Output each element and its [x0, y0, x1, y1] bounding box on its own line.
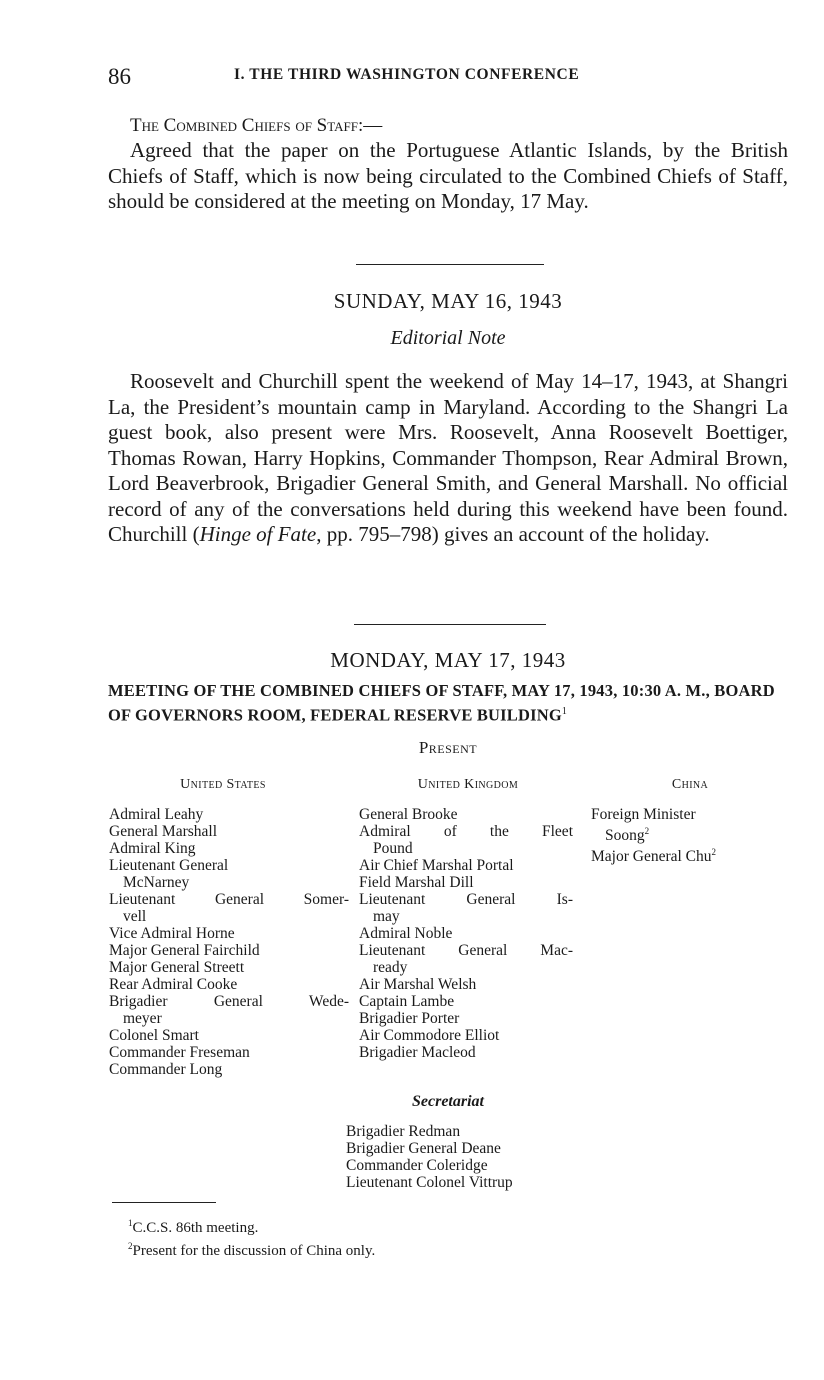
- attendee-name: vell: [123, 908, 147, 925]
- footnotes: [128, 1214, 375, 1260]
- attendee-name: Commander Freseman: [109, 1044, 250, 1061]
- uk-column-heading: United Kingdom: [417, 777, 519, 792]
- attendee-line: [359, 891, 573, 908]
- us-column-heading: United States: [180, 777, 266, 792]
- footnote-mark: 2: [128, 1241, 133, 1251]
- attendee-line: [359, 925, 573, 942]
- attendee-line: [109, 874, 349, 891]
- attendee-name: General Marshall: [109, 823, 218, 840]
- attendee-line: [109, 840, 349, 857]
- uk-attendee-list: [359, 806, 573, 1061]
- attendee-name: Admiral King: [109, 840, 196, 857]
- attendee-line: [109, 908, 349, 925]
- editorial-text-part1: Roosevelt and Churchill spent the weekend of May 14–17, 1943, at Shangri La, the President’s mountain camp in Maryland. According to the Shangri La guest book, also present were Mrs. Roosevelt, Anna Roosevelt Boettiger, Thomas Rowan, Harry Hopkins, Commander Thompson, Rear Admiral Brown, Lord Beaverbrook, Brigadier General Smith, and General Marshall. No official record of any of the conversations held during this weekend have been found. Churchill (: [108, 369, 788, 546]
- attendee-name: Lieutenant General: [109, 857, 229, 874]
- attendee-name: Colonel Smart: [109, 1027, 199, 1044]
- secretariat-member: Brigadier General Deane: [346, 1140, 501, 1157]
- ccs-agreement-paragraph: Agreed that the paper on the Portuguese Atlantic Islands, by the British Chiefs of Staff, which is now being circulated to the Combined Chiefs of Staff, should be considered at the meeting on Monday, 17 May.: [108, 138, 788, 213]
- attendee-name: Brigadier Porter: [359, 1010, 460, 1027]
- attendee-line: [109, 1010, 349, 1027]
- section-divider: [356, 264, 544, 265]
- attendee-name: ready: [373, 959, 408, 976]
- footnote-text: C.C.S. 86th meeting.: [132, 1220, 259, 1236]
- attendee-name: Field Marshal Dill: [359, 874, 474, 891]
- attendee-line: [109, 976, 349, 993]
- footnote-ref: 1: [561, 706, 568, 717]
- attendee-name: Major General Chu: [591, 848, 712, 866]
- attendee-line: [109, 993, 349, 1010]
- attendee-line: [359, 993, 573, 1010]
- attendee-name: Commander Long: [109, 1061, 223, 1078]
- attendee-name: Lieutenant General Mac-: [359, 942, 573, 959]
- ccs-intro: The Combined Chiefs of Staff:—: [130, 115, 383, 136]
- attendee-line: [359, 1010, 573, 1027]
- sunday-date-heading: SUNDAY, MAY 16, 1943: [333, 289, 563, 313]
- attendee-name: Brigadier General Wede-: [109, 993, 349, 1010]
- attendee-name: Admiral Noble: [359, 925, 453, 942]
- china-attendee-list: [591, 806, 791, 865]
- attendee-line: [359, 1027, 573, 1044]
- secretariat-member: Commander Coleridge: [346, 1157, 488, 1174]
- attendee-name: Foreign Minister: [591, 806, 696, 823]
- attendee-line: [359, 857, 573, 874]
- attendee-name: Brigadier Macleod: [359, 1044, 476, 1061]
- attendee-line: [359, 823, 573, 840]
- attendee-name: Major General Streett: [109, 959, 245, 976]
- attendee-name: Lieutenant General Somer-: [109, 891, 349, 908]
- attendee-name: Soong: [605, 827, 645, 845]
- editorial-text-part2: , pp. 795–798) gives an account of the holiday.: [316, 522, 710, 546]
- attendee-name: Air Marshal Welsh: [359, 976, 477, 993]
- footnote-mark: 1: [128, 1218, 133, 1228]
- attendee-name: Air Chief Marshal Portal: [359, 857, 514, 874]
- attendee-line: [109, 891, 349, 908]
- attendee-name: Admiral Leahy: [109, 806, 204, 823]
- attendee-line: [359, 976, 573, 993]
- attendee-name: Admiral of the Fleet: [359, 823, 573, 840]
- attendee-line: [109, 959, 349, 976]
- attendee-line: [109, 1061, 349, 1078]
- us-attendee-list: [109, 806, 349, 1078]
- attendee-name: Pound: [373, 840, 413, 857]
- attendee-line: [591, 844, 791, 865]
- attendee-line: [359, 942, 573, 959]
- footnote: [128, 1214, 375, 1237]
- secretariat-list: [346, 1123, 513, 1191]
- secretariat-heading: Secretariat: [412, 1093, 484, 1110]
- attendee-name: Captain Lambe: [359, 993, 455, 1010]
- attendee-name: Major General Fairchild: [109, 942, 260, 959]
- attendee-line: [109, 1027, 349, 1044]
- attendee-name: meyer: [123, 1010, 162, 1027]
- editorial-note-paragraph: [108, 369, 788, 548]
- attendee-name: may: [373, 908, 400, 925]
- meeting-title: [108, 680, 790, 726]
- secretariat-member: Brigadier Redman: [346, 1123, 461, 1140]
- attendee-name: Lieutenant General Is-: [359, 891, 573, 908]
- attendee-name: Rear Admiral Cooke: [109, 976, 238, 993]
- attendee-line: [109, 942, 349, 959]
- present-heading: Present: [418, 738, 478, 757]
- attendee-line: [109, 1044, 349, 1061]
- footnote-text: Present for the discussion of China only.: [132, 1243, 376, 1259]
- attendee-line: [359, 1044, 573, 1061]
- page-header: [108, 64, 788, 94]
- page-number: 86: [108, 64, 131, 89]
- attendee-name: General Brooke: [359, 806, 458, 823]
- attendee-line: [109, 857, 349, 874]
- attendee-line: [359, 908, 573, 925]
- monday-date-heading: MONDAY, MAY 17, 1943: [330, 648, 566, 672]
- attendee-line: [359, 959, 573, 976]
- secretariat-member: Lieutenant Colonel Vittrup: [346, 1174, 513, 1191]
- attendee-line: [591, 806, 791, 823]
- china-column-heading: China: [671, 777, 709, 792]
- footnote: [128, 1237, 375, 1260]
- attendee-name: McNarney: [123, 874, 190, 891]
- editorial-note-heading: Editorial Note: [390, 327, 506, 349]
- attendee-name: Vice Admiral Horne: [109, 925, 235, 942]
- attendee-line: [359, 840, 573, 857]
- running-title: I. THE THIRD WASHINGTON CONFERENCE: [234, 66, 580, 83]
- attendee-line: [359, 874, 573, 891]
- book-title: Hinge of Fate: [199, 522, 317, 546]
- attendee-line: [359, 806, 573, 823]
- attendee-line: [109, 806, 349, 823]
- attendee-line: [109, 823, 349, 840]
- attendee-line: [591, 823, 791, 844]
- attendee-name: Air Commodore Elliot: [359, 1027, 500, 1044]
- footnote-divider: [112, 1202, 216, 1203]
- attendee-line: [109, 925, 349, 942]
- footnote-ref: 2: [644, 826, 650, 836]
- section-divider: [354, 624, 546, 625]
- meeting-title-text: MEETING OF THE COMBINED CHIEFS OF STAFF, MAY 17, 1943, 10:30 A. M., BOARD OF GOVERNORS ROOM, FEDERAL RESERVE BUILDING: [108, 681, 775, 725]
- footnote-ref: 2: [711, 847, 717, 858]
